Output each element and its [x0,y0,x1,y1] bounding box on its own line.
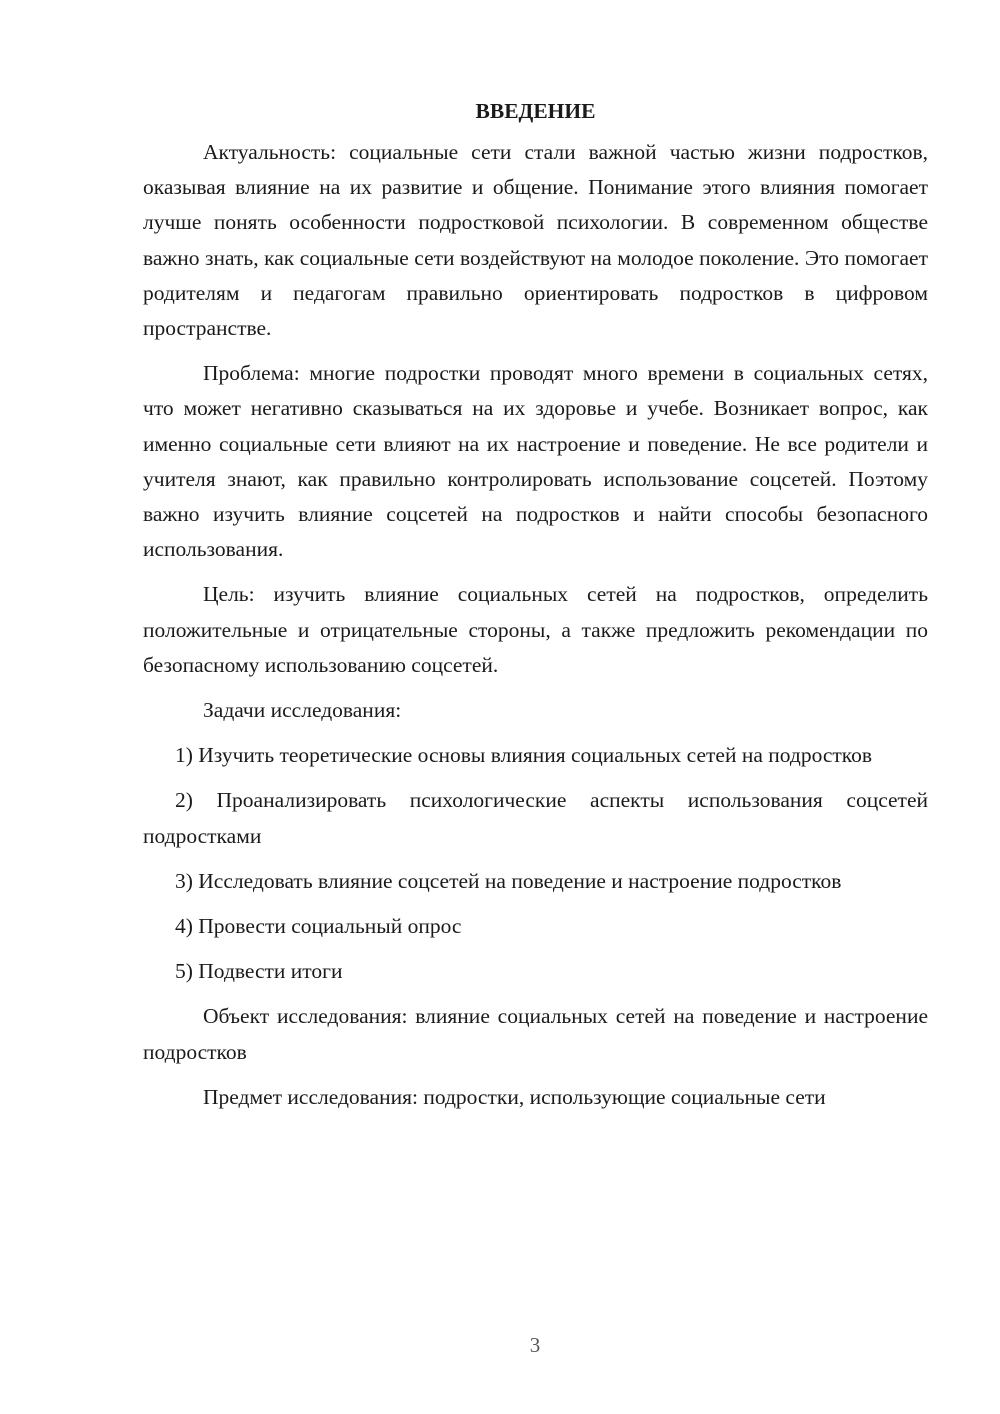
research-subject: Предмет исследования: подростки, использующие социальные сети [203,1084,826,1109]
research-object: Объект исследования: влияние социальных сетей на поведение и настроение подростков [143,1004,928,1064]
task-item-2: 2) Проанализировать психологические аспекты использования соцсетей подростками [143,788,928,848]
page-number: 3 [529,1333,541,1357]
task-item-3: 3) Исследовать влияние соцсетей на поведение и настроение подростков [175,868,842,893]
goal-paragraph: Цель: изучить влияние социальных сетей на подростков, определить положительные и отрицательные стороны, а также предложить рекомендации по безопасному использованию соцсетей. [143,582,928,677]
tasks-intro: Задачи исследования: [203,698,402,723]
task-item-4: 4) Провести социальный опрос [175,914,462,939]
page-content [143,94,928,1125]
problem-paragraph: Проблема: многие подростки проводят много времени в социальных сетях, что может негативно сказываться на их здоровье и учебе. Возникает вопрос, как именно социальные сети влияют на их настроение и поведение. Не все родители и учителя знают, как правильно контролировать использование соцсетей. Поэтому важно изучить влияние соцсетей на подростков и найти способы безопасного использования. [143,361,928,562]
task-item-5: 5) Подвести итоги [175,959,343,984]
task-item-1: 1) Изучить теоретические основы влияния социальных сетей на подростков [175,743,873,768]
relevance-paragraph: Актуальность: социальные сети стали важной частью жизни подростков, оказывая влияние на их развитие и общение. Понимание этого влияния помогает лучше понять особенности подростковой психологии. В современном обществе важно знать, как социальные сети воздействуют на молодое поколение. Это помогает родителям и педагогам правильно ориентировать подростков в цифровом пространстве. [143,140,928,341]
section-heading: ВВЕДЕНИЕ [475,99,596,123]
